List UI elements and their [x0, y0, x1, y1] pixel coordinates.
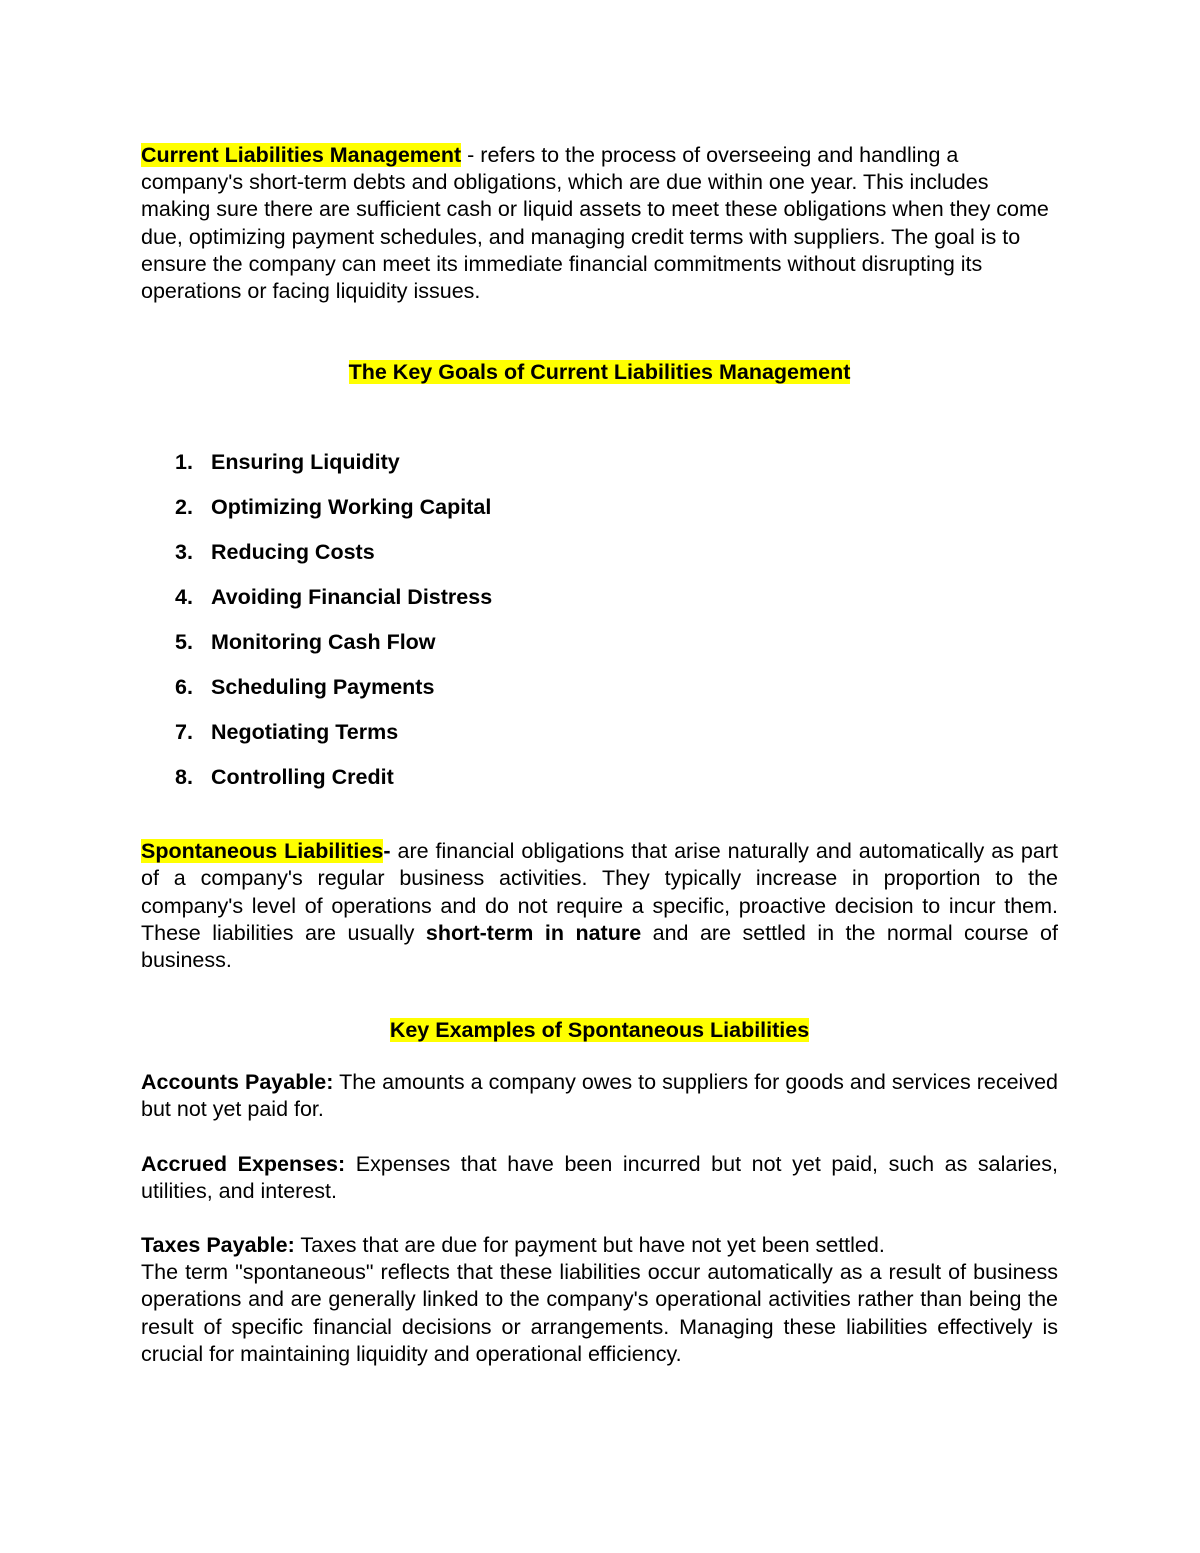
goal-label: Optimizing Working Capital [211, 495, 492, 520]
document-page [141, 141, 1058, 1368]
examples-heading [141, 1016, 1058, 1044]
goal-label: Scheduling Payments [211, 675, 435, 700]
examples-heading-text: Key Examples of Spontaneous Liabilities [389, 1018, 810, 1043]
goal-item [141, 493, 1058, 538]
goal-label: Ensuring Liquidity [211, 450, 400, 475]
spontaneous-dash: - [383, 839, 391, 864]
goal-number: 5. [175, 630, 193, 655]
example-accrued-expenses [141, 1151, 1058, 1205]
goal-label: Avoiding Financial Distress [211, 585, 493, 610]
intro-term: Current Liabilities Management [141, 143, 462, 167]
example-accounts-payable [141, 1069, 1058, 1123]
goal-number: 6. [175, 675, 193, 700]
goals-heading-text: The Key Goals of Current Liabilities Management [348, 360, 851, 385]
goal-label: Monitoring Cash Flow [211, 630, 436, 655]
goal-item [141, 718, 1058, 763]
goal-item [141, 628, 1058, 673]
example-text: The amounts a company owes to suppliers for goods and services received but not yet paid for. [141, 1070, 1058, 1122]
example-taxes-payable [141, 1232, 1058, 1259]
example-term: Taxes Payable: [141, 1233, 295, 1258]
goal-number: 7. [175, 720, 193, 745]
goal-number: 4. [175, 585, 193, 610]
goal-number: 1. [175, 450, 193, 475]
example-text: Expenses that have been incurred but not yet paid, such as salaries, utilities, and interest. [141, 1151, 1058, 1203]
spontaneous-emphasis: short-term in nature [425, 920, 642, 945]
spontaneous-text-before: are financial obligations that arise naturally and automatically as part of a company's regular business activities. They typically increase in proportion to the company's level of operations and do not require a specific, proactive decision to incur them. These liabilities are usually [141, 839, 1058, 945]
spontaneous-paragraph [141, 838, 1058, 974]
closing-paragraph: The term "spontaneous" reflects that these liabilities occur automatically as a result of business operations and are generally linked to the company's operational activities rather than being the result of specific financial decisions or arrangements. Managing these liabilities effectively is crucial for maintaining liquidity and operational efficiency. [141, 1260, 1058, 1366]
example-text: Taxes that are due for payment but have not yet been settled. [294, 1233, 885, 1258]
example-term: Accounts Payable: [141, 1070, 334, 1095]
goal-item [141, 673, 1058, 718]
goal-label: Negotiating Terms [211, 720, 399, 745]
goal-label: Reducing Costs [211, 540, 375, 565]
goals-list [141, 448, 1058, 808]
goal-number: 3. [175, 540, 193, 565]
goal-item [141, 583, 1058, 628]
goal-number: 2. [175, 495, 193, 520]
goal-item [141, 448, 1058, 493]
spontaneous-term: Spontaneous Liabilities [141, 839, 384, 864]
example-term: Accrued Expenses: [141, 1151, 346, 1176]
spontaneous-text-after: and are settled in the normal course of business. [141, 920, 1058, 973]
intro-paragraph [141, 142, 1058, 305]
goal-number: 8. [175, 765, 193, 790]
goal-label: Controlling Credit [211, 765, 394, 790]
goals-heading [141, 358, 1058, 386]
goal-item [141, 763, 1058, 808]
intro-text: - refers to the process of overseeing and handling a company's short-term debts and obligations, which are due within one year. This includes making sure there are sufficient cash or liquid assets to meet these obligations when they come due, optimizing payment schedules, and managing credit terms with suppliers. The goal is to ensure the company can meet its immediate financial commitments without disrupting its operations or facing liquidity issues. [141, 143, 1049, 304]
goal-item [141, 538, 1058, 583]
